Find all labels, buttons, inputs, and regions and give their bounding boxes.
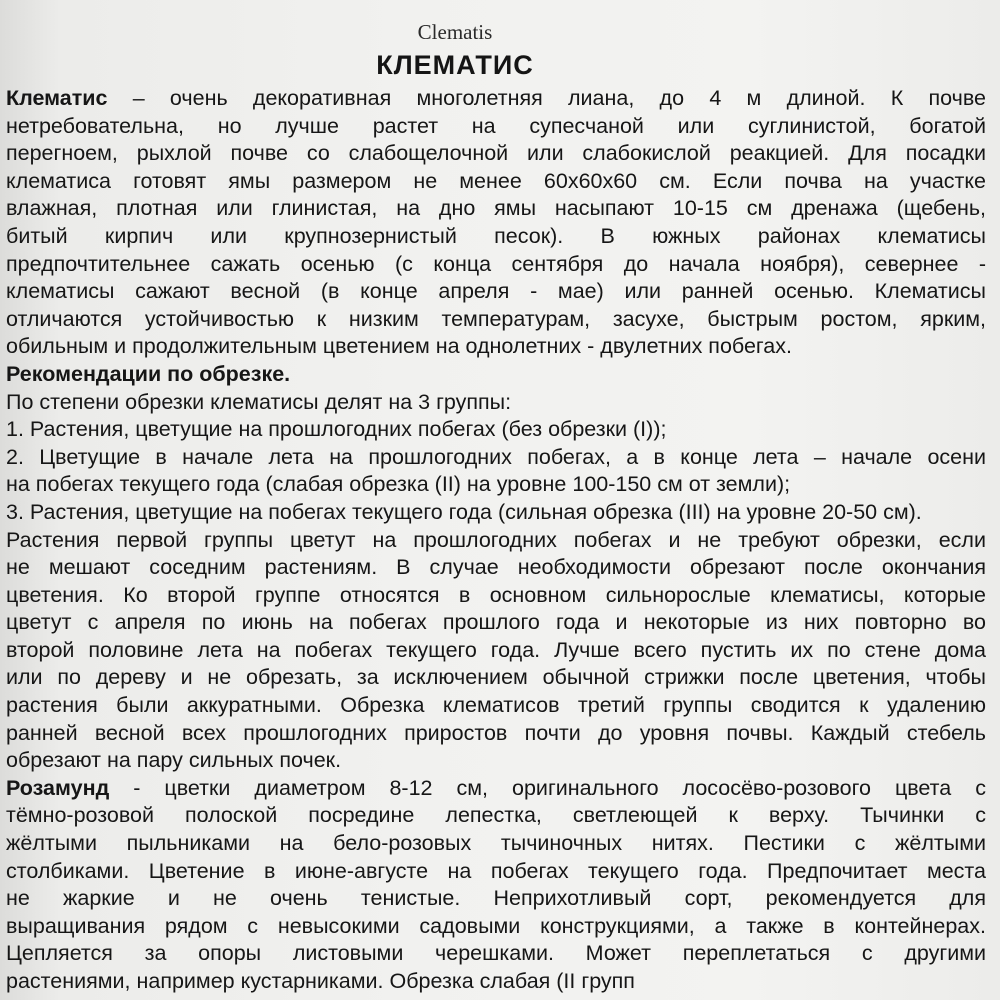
pruning-heading: Рекомендации по обрезке. — [6, 361, 291, 386]
variety-line-7: растениями, например кустарниками. Обрезка слабая (II групп — [6, 969, 635, 993]
pruning-detail-line-3: цветут с апреля по июнь на побегах прошлого года и некоторые из них повторно во — [6, 610, 986, 635]
variety-paragraph — [6, 775, 986, 996]
intro-line-3: клематиса готовят ямы размером не менее 60х60х60 см. Если почва на участке — [6, 168, 986, 193]
intro-line-9: обильным и продолжительным цветением на однолетних - двулетних побегах. — [6, 334, 792, 359]
pruning-detail-line-7: ранней весной всех прошлогодних приростов почти до уровня почвы. Каждый стебель — [6, 720, 986, 745]
pruning-group-3: 3. Растения, цветущие на побегах текущего года (сильная обрезка (III) на уровне 20-50 см). — [6, 499, 922, 524]
pruning-detail-line-4: второй половине лета на побегах текущего года. Лучше всего пустить их по стене дома — [6, 637, 986, 662]
text-body — [6, 85, 986, 996]
page-title: КЛЕМАТИС — [376, 50, 534, 80]
variety-line-2: жёлтыми пыльниками на бело-розовых тычиночных нитях. Пестики с жёлтыми — [6, 831, 986, 856]
variety-line-4: не жаркие и не очень тенистые. Неприхотливый сорт, рекомендуется для — [6, 886, 986, 911]
pruning-details — [6, 527, 986, 775]
pruning-group-1: 1. Растения, цветущие на прошлогодних побегах (без обрезки (I)); — [6, 417, 667, 442]
intro-line-6: предпочтительнее сажать осенью (с конца сентября до начала ноября), севернее - — [6, 251, 986, 276]
variety-line-5: выращивания рядом с невысокими садовыми конструкциями, а также в контейнерах. — [6, 913, 986, 938]
intro-term: Клематис — [6, 86, 108, 110]
intro-line-8: отличаются устойчивостью к низким температурам, засухе, быстрым ростом, ярким, — [6, 306, 986, 331]
pruning-detail-line-0: Растения первой группы цветут на прошлогодних побегах и не требуют обрезки, если — [6, 527, 986, 552]
pruning-group-2: 2. Цветущие в начале лета на прошлогодних побегах, а в конце лета – начале осени — [6, 444, 986, 469]
variety-line-3: столбиками. Цветение в июне-августе на побегах текущего года. Предпочитает места — [6, 858, 986, 883]
variety-line-6: Цепляется за опоры листовыми черешками. Может переплетаться с другими — [6, 941, 986, 966]
variety-line-0: Розамунд - цветки диаметром 8-12 см, оригинального лососёво-розового цвета с — [6, 775, 986, 800]
pruning-group-2-cont: на побегах текущего года (слабая обрезка (II) на уровне 100-150 см от земли); — [6, 472, 791, 497]
pruning-detail-line-2: цветения. Ко второй группе относятся в основном сильнорослые клематисы, которые — [6, 582, 986, 607]
intro-line-5: битый кирпич или крупнозернистый песок). В южных районах клематисы — [6, 223, 986, 248]
intro-line-7: клематисы сажают весной (в конце апреля - мае) или ранней осенью. Клематисы — [6, 279, 986, 304]
variety-line-1: тёмно-розовой полоской посредине лепестка, светлеющей к верху. Тычинки с — [6, 803, 986, 828]
pruning-detail-line-6: растения были аккуратными. Обрезка клематисов третий группы сводится к удалению — [6, 693, 986, 718]
pruning-detail-line-5: или по дереву и не обрезать, за исключением обычной стрижки после цветения, чтобы — [6, 665, 986, 690]
intro-paragraph — [6, 85, 986, 361]
intro-line-1: нетребовательна, но лучше растет на супесчаной или суглинистой, богатой — [6, 113, 986, 138]
intro-line-0: Клематис – очень декоративная многолетняя лиана, до 4 м длиной. К почве — [6, 86, 986, 110]
intro-line-2: перегноем, рыхлой почве со слабощелочной или слабокислой реакцией. Для посадки — [6, 141, 986, 166]
latin-name: Clematis — [417, 20, 493, 44]
variety-name: Розамунд — [6, 775, 110, 800]
pruning-intro: По степени обрезки клематисы делят на 3 группы: — [6, 389, 512, 414]
intro-line-4: влажная, плотная или глинистая, на дно ямы насыпают 10-15 см дренажа (щебень, — [6, 196, 986, 221]
pruning-detail-line-8: обрезают на пару сильных почек. — [6, 748, 342, 773]
pruning-detail-line-1: не мешают соседним растениям. В случае необходимости обрезают после окончания — [6, 555, 986, 580]
